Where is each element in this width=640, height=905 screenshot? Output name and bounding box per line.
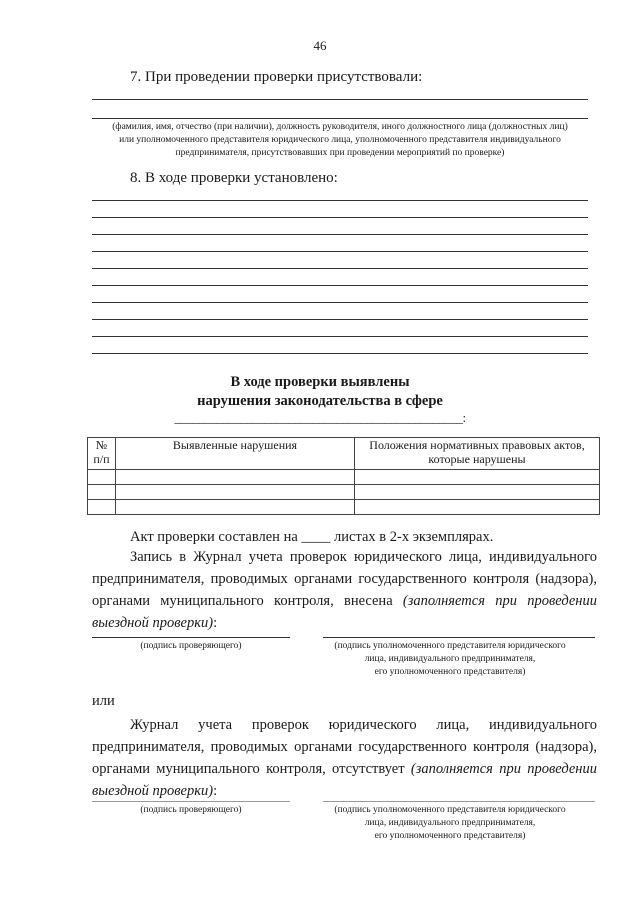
table-row xyxy=(88,500,600,515)
page-number: 46 xyxy=(313,38,327,53)
table-cell xyxy=(355,485,600,500)
journal-absent-line-4-italic: выездной проверки) xyxy=(92,783,214,799)
signature-representative-1-line-1: (подпись уполномоченного представителя юридического xyxy=(334,641,566,651)
section-7-heading: 7. При проведении проверки присутствовали: xyxy=(130,69,423,85)
journal-absent-line-3-italic: (заполняется при проведении xyxy=(410,761,597,777)
act-sheets-blank: ____ xyxy=(301,529,331,545)
section-8-line xyxy=(92,353,588,354)
violations-title-line-1: В ходе проверки выявлены xyxy=(230,374,410,390)
header-provisions-line-1: Положения нормативных правовых актов, xyxy=(369,438,585,452)
signature-line-representative-2 xyxy=(323,801,595,802)
journal-entry-line-3-plain: органами муниципального контроля, внесена xyxy=(92,593,393,609)
section-7-note-line-2: или уполномоченного представителя юридического лица, уполномоченного представителя индивидуального xyxy=(119,135,561,145)
table-cell xyxy=(355,470,600,485)
journal-entry-line-2: предпринимателя, проводимых органами государственного контроля (надзора), xyxy=(92,571,597,587)
journal-absent-line-2: предпринимателя, проводимых органами государственного контроля (надзора), xyxy=(92,739,597,755)
journal-absent-line-1: Журнал учета проверок юридического лица, индивидуального xyxy=(130,717,597,733)
table-row xyxy=(88,485,600,500)
header-num xyxy=(88,438,116,470)
section-7-line-2 xyxy=(92,118,588,119)
section-8-line xyxy=(92,234,588,235)
journal-absent-line-3-plain: органами муниципального контроля, отсутствует xyxy=(92,761,405,777)
section-7-note-line-3: предпринимателя, присутствовавших при проведении мероприятий по проверке) xyxy=(175,148,505,158)
signature-representative-1-line-2: лица, индивидуального предпринимателя, xyxy=(364,654,536,664)
violations-table xyxy=(87,437,600,515)
table-cell xyxy=(116,470,355,485)
header-num-line-1: № xyxy=(95,438,108,452)
journal-entry-paragraph xyxy=(92,546,597,634)
signature-representative-2-line-2: лица, индивидуального предпринимателя, xyxy=(364,818,536,828)
table-cell xyxy=(116,485,355,500)
table-cell xyxy=(355,500,600,515)
journal-entry-line-4 xyxy=(92,612,597,634)
section-8-line xyxy=(92,268,588,269)
table-cell xyxy=(88,500,116,515)
section-8-heading: 8. В ходе проверки установлено: xyxy=(130,170,338,186)
act-line xyxy=(130,526,493,548)
table-cell xyxy=(116,500,355,515)
header-found: Выявленные нарушения xyxy=(116,438,355,470)
section-7-note xyxy=(80,121,600,160)
journal-entry-line-1: Запись в Журнал учета проверок юридического лица, индивидуального xyxy=(130,549,597,565)
section-7-note-line-1: (фамилия, имя, отчество (при наличии), должность руководителя, иного должностного лица (должностных лиц) xyxy=(112,122,568,132)
signature-representative-2-line-3: его уполномоченного представителя) xyxy=(374,831,526,841)
journal-entry-line-3 xyxy=(92,590,597,612)
signature-inspector-label-1: (подпись проверяющего) xyxy=(140,641,242,651)
act-suffix: листах в 2-х экземплярах. xyxy=(334,529,494,545)
section-8-line xyxy=(92,302,588,303)
table-row xyxy=(88,470,600,485)
signature-inspector-label-2: (подпись проверяющего) xyxy=(140,805,242,815)
journal-entry-line-3-italic: (заполняется при проведении xyxy=(402,593,597,609)
header-provisions-line-2: которые нарушены xyxy=(428,452,526,466)
violations-title-line-2: нарушения законодательства в сфере xyxy=(197,393,443,409)
section-8-line xyxy=(92,336,588,337)
section-8-line xyxy=(92,319,588,320)
signature-representative-1-line-3: его уполномоченного представителя) xyxy=(374,667,526,677)
header-provisions xyxy=(355,438,600,470)
section-8-line xyxy=(92,217,588,218)
journal-absent-line-3 xyxy=(92,758,597,780)
section-7-line-1 xyxy=(92,99,588,100)
journal-entry-line-4-italic: выездной проверки) xyxy=(92,615,214,631)
or-text: или xyxy=(92,693,115,709)
act-prefix: Акт проверки составлен на xyxy=(130,529,298,545)
journal-entry-line-4-colon: : xyxy=(213,615,218,631)
section-8-line xyxy=(92,251,588,252)
signature-line-inspector-2 xyxy=(92,801,290,802)
journal-absent-line-4 xyxy=(92,780,597,802)
table-cell xyxy=(88,470,116,485)
table-cell xyxy=(88,485,116,500)
section-8-line xyxy=(92,200,588,201)
violations-title-line-3: ________________________________________________: xyxy=(174,410,466,425)
section-8-line xyxy=(92,285,588,286)
signature-representative-2-line-1: (подпись уполномоченного представителя юридического xyxy=(334,805,566,815)
signature-line-inspector-1 xyxy=(92,637,290,638)
signature-line-representative-1 xyxy=(323,637,595,638)
table-header-row xyxy=(88,438,600,470)
journal-absent-line-4-colon: : xyxy=(213,783,218,799)
header-num-line-2: п/п xyxy=(93,452,110,466)
signature-representative-label-2 xyxy=(300,804,600,843)
journal-absent-paragraph xyxy=(92,714,597,802)
signature-representative-label-1 xyxy=(300,640,600,679)
